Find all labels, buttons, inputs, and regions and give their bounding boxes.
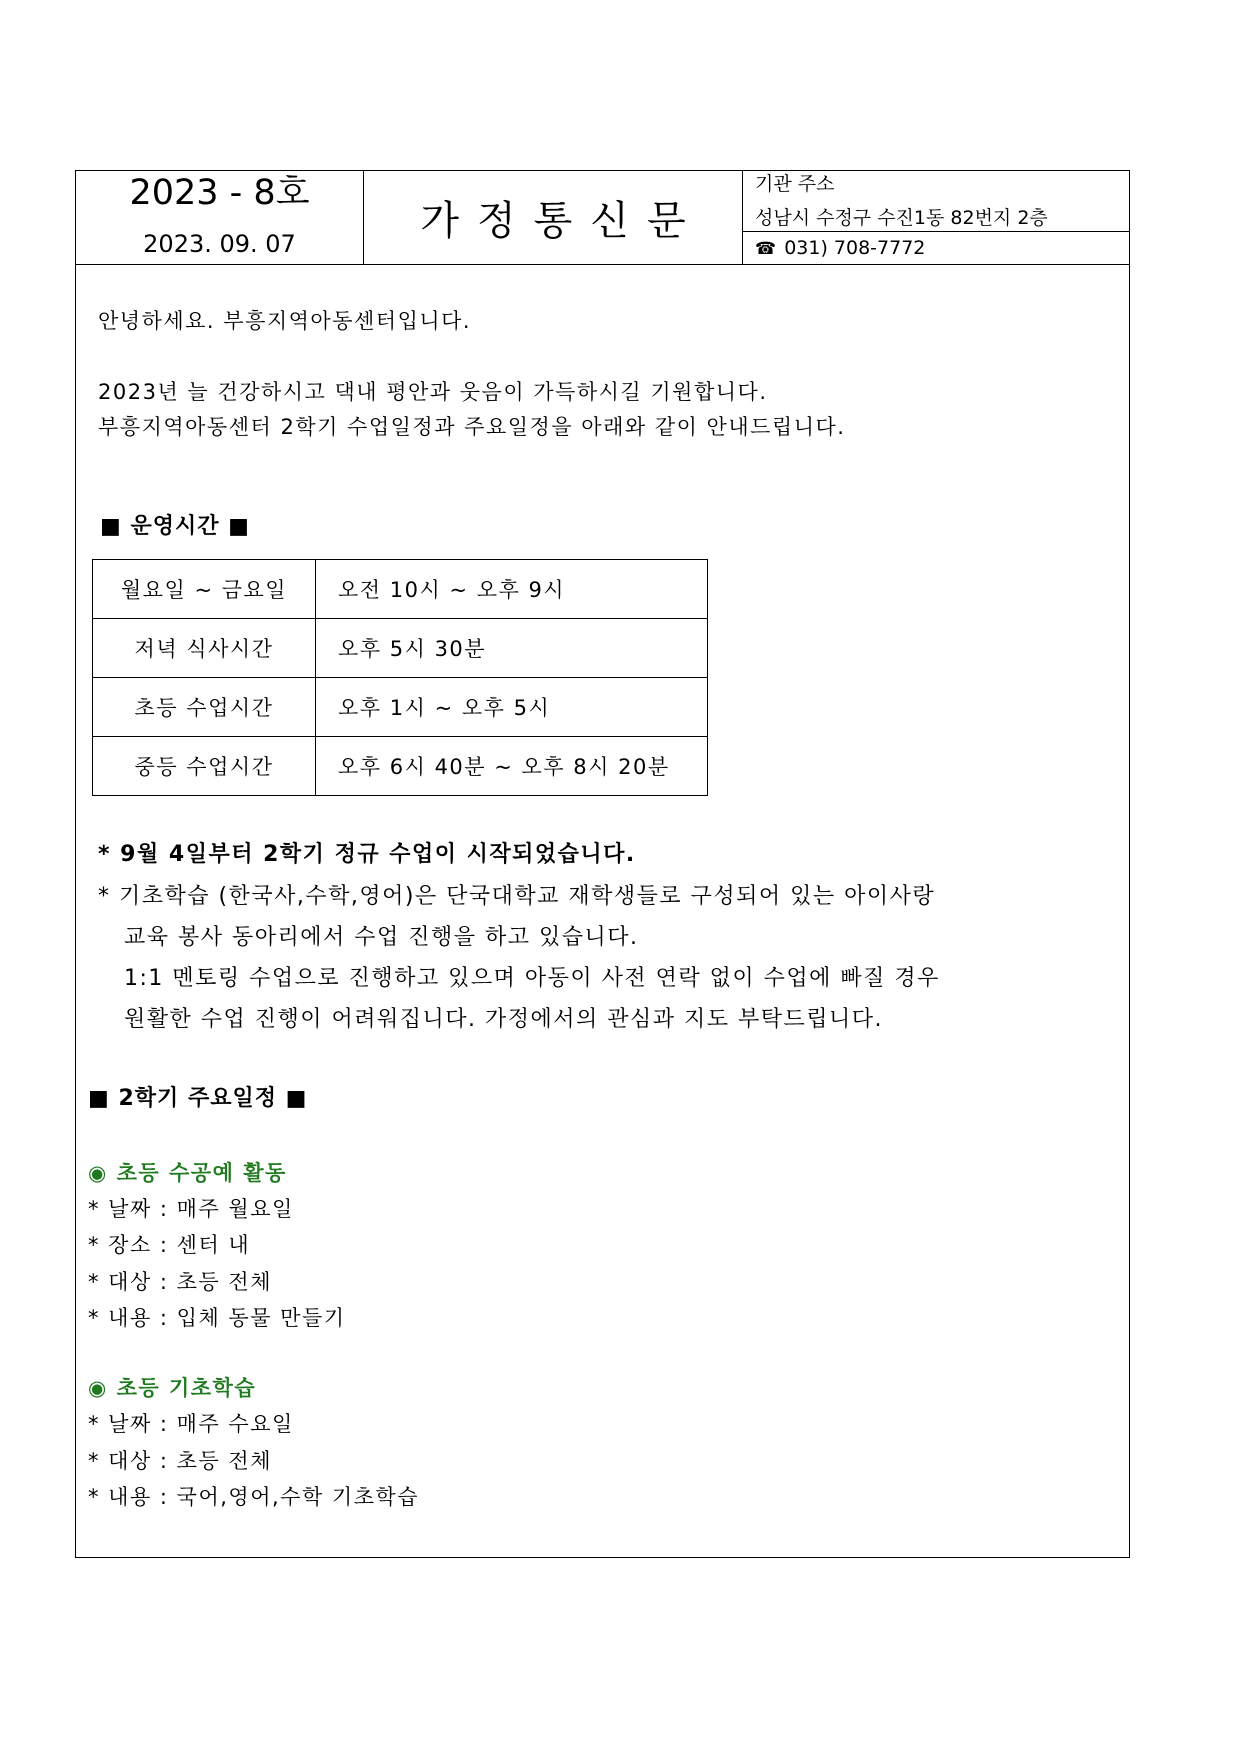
hours-heading-text: 운영시간 bbox=[130, 514, 220, 539]
circle-bullet-icon: ◉ bbox=[88, 1376, 108, 1400]
org-address-label: 기관 주소 bbox=[755, 173, 835, 195]
table-row bbox=[93, 560, 708, 619]
circle-bullet-icon: ◉ bbox=[88, 1161, 108, 1185]
org-address: 성남시 수정구 수진1동 82번지 2층 bbox=[755, 207, 1048, 229]
phone-icon: ☎ bbox=[755, 239, 777, 259]
org-phone-row bbox=[755, 235, 925, 262]
hours-label-cell: 중등 수업시간 bbox=[93, 737, 316, 796]
greeting-line: 2023년 늘 건강하시고 댁내 평안과 웃음이 가득하시길 기원합니다. bbox=[98, 380, 768, 404]
activity-item: * 내용 : 국어,영어,수학 기초학습 bbox=[88, 1485, 420, 1509]
activity-item: * 대상 : 초등 전체 bbox=[88, 1270, 272, 1294]
activity-item: * 장소 : 센터 내 bbox=[88, 1233, 251, 1257]
greeting-line: 부흥지역아동센터 2학기 수업일정과 주요일정을 아래와 같이 안내드립니다. bbox=[98, 415, 846, 439]
activity-title bbox=[88, 1159, 287, 1187]
square-bullet-icon: ■ bbox=[228, 514, 250, 539]
table-row bbox=[93, 619, 708, 678]
notice-line: 원활한 수업 진행이 어려워집니다. 가정에서의 관심과 지도 부탁드립니다. bbox=[124, 1007, 884, 1032]
notice-line: * 기초학습 (한국사,수학,영어)은 단국대학교 재학생들로 구성되어 있는 아이사랑 bbox=[98, 884, 936, 909]
table-row bbox=[93, 678, 708, 737]
square-bullet-icon: ■ bbox=[285, 1086, 308, 1111]
notice-bold-line: * 9월 4일부터 2학기 정규 수업이 시작되었습니다. bbox=[98, 842, 636, 867]
greeting-line: 안녕하세요. 부흥지역아동센터입니다. bbox=[98, 309, 472, 333]
issue-box bbox=[76, 171, 364, 264]
hours-label-cell: 월요일 ~ 금요일 bbox=[93, 560, 316, 619]
hours-value-cell: 오전 10시 ~ 오후 9시 bbox=[316, 560, 708, 619]
activity-item: * 날짜 : 매주 월요일 bbox=[88, 1197, 294, 1221]
hours-value-cell: 오후 1시 ~ 오후 5시 bbox=[316, 678, 708, 737]
hours-heading bbox=[100, 512, 250, 542]
square-bullet-icon: ■ bbox=[100, 514, 122, 539]
activity-title-text: 초등 수공예 활동 bbox=[116, 1161, 287, 1185]
activity-item: * 대상 : 초등 전체 bbox=[88, 1449, 272, 1473]
newsletter-document bbox=[75, 170, 1130, 1558]
issue-date: 2023. 09. 07 bbox=[143, 230, 296, 258]
hours-value-cell: 오후 5시 30분 bbox=[316, 619, 708, 678]
activity-item: * 내용 : 입체 동물 만들기 bbox=[88, 1306, 346, 1330]
schedule-heading bbox=[88, 1084, 307, 1114]
org-phone: 031) 708-7772 bbox=[784, 237, 926, 259]
hours-value-cell: 오후 6시 40분 ~ 오후 8시 20분 bbox=[316, 737, 708, 796]
activity-title bbox=[88, 1374, 256, 1402]
hours-label-cell: 초등 수업시간 bbox=[93, 678, 316, 737]
notice-line: 교육 봉사 동아리에서 수업 진행을 하고 있습니다. bbox=[124, 925, 639, 950]
notice-line: 1:1 멘토링 수업으로 진행하고 있으며 아동이 사전 연락 없이 수업에 빠질 경우 bbox=[124, 966, 940, 991]
divider bbox=[743, 231, 1129, 232]
activity-title-text: 초등 기초학습 bbox=[116, 1376, 257, 1400]
issue-number: 2023 - 8호 bbox=[129, 173, 310, 213]
newsletter-header bbox=[76, 171, 1129, 265]
schedule-heading-text: 2학기 주요일정 bbox=[118, 1086, 277, 1111]
hours-table bbox=[92, 559, 708, 796]
activity-item: * 날짜 : 매주 수요일 bbox=[88, 1412, 294, 1436]
square-bullet-icon: ■ bbox=[88, 1086, 110, 1111]
table-row bbox=[93, 737, 708, 796]
org-info-box bbox=[743, 171, 1129, 264]
page-title: 가정통신문 bbox=[364, 171, 743, 264]
hours-label-cell: 저녁 식사시간 bbox=[93, 619, 316, 678]
